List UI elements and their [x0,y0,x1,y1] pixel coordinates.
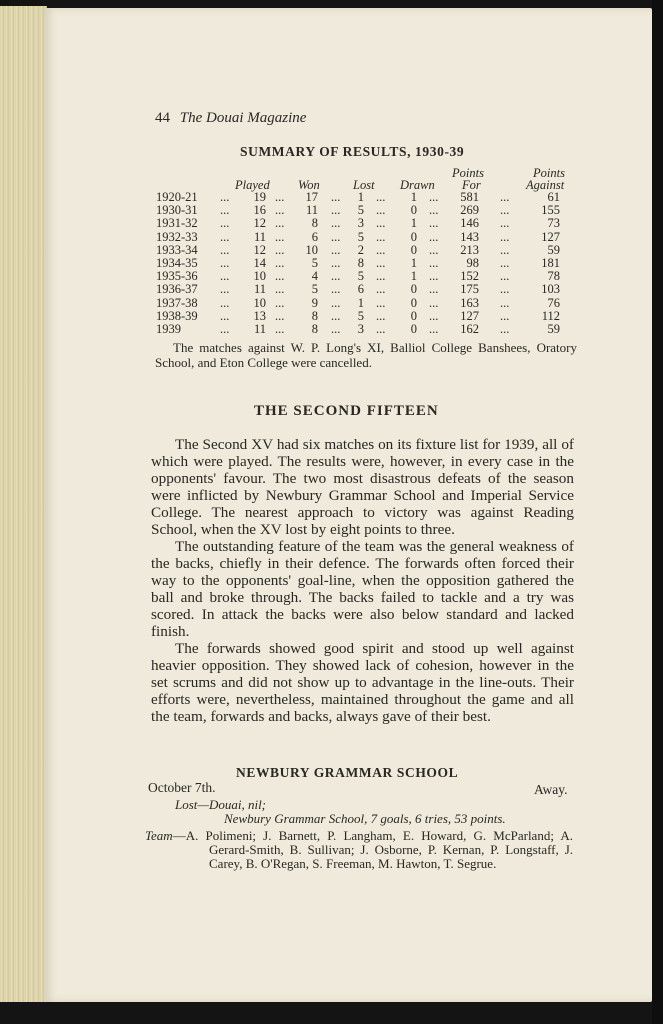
summary-row [156,230,576,243]
row-lost: 3 [357,322,364,336]
row-points-for: 146 [460,216,479,231]
row-points-against: 61 [547,190,560,204]
match-title: NEWBURY GRAMMAR SCHOOL [236,765,459,780]
leader-dots: ... [331,229,341,244]
leader-dots: ... [275,229,285,244]
leader-dots: ... [331,295,341,310]
header-points-against: Against [526,178,565,192]
row-points-for: 152 [460,269,479,284]
row-year: 1938-39 [156,308,198,323]
summary-row [156,190,576,203]
row-year: 1934-35 [156,256,198,270]
row-won: 6 [311,229,318,244]
row-drawn: 1 [410,190,417,204]
row-drawn: 1 [410,269,417,284]
header-points-top-2: Points [533,166,565,180]
row-lost: 5 [357,308,364,323]
leader-dots: ... [376,269,386,284]
team-label: Team [145,828,173,843]
leader-dots: ... [429,242,439,257]
leader-dots: ... [376,242,386,257]
leader-dots: ... [275,282,285,297]
row-lost: 5 [357,229,364,244]
row-won: 9 [311,295,318,310]
leader-dots: ... [500,229,510,244]
row-lost: 8 [357,256,364,270]
row-year: 1930-31 [156,203,198,218]
row-year: 1939 [156,322,181,336]
leader-dots: ... [331,203,341,218]
row-lost: 1 [357,190,364,204]
leader-dots: ... [331,308,341,323]
row-points-against: 155 [541,203,560,218]
leader-dots: ... [500,256,510,270]
leader-dots: ... [500,322,510,336]
leader-dots: ... [376,203,386,218]
row-drawn: 0 [410,203,417,218]
row-points-for: 269 [460,203,479,218]
row-drawn: 1 [410,256,417,270]
row-played: 14 [253,256,266,270]
summary-row [156,322,576,335]
row-drawn: 0 [410,295,417,310]
row-played: 16 [253,203,266,218]
row-drawn: 0 [410,282,417,297]
leader-dots: ... [376,229,386,244]
row-points-for: 175 [460,282,479,297]
row-played: 10 [253,269,266,284]
page-number: 44 [155,110,170,126]
leader-dots: ... [429,229,439,244]
leader-dots: ... [500,190,510,204]
leader-dots: ... [220,203,230,218]
leader-dots: ... [220,322,230,336]
row-drawn: 1 [410,216,417,231]
header-lost: Lost [353,178,375,192]
row-points-against: 73 [547,216,560,231]
row-lost: 5 [357,203,364,218]
row-year: 1933-34 [156,242,198,257]
row-points-against: 76 [547,295,560,310]
leader-dots: ... [275,269,285,284]
row-drawn: 0 [410,242,417,257]
leader-dots: ... [500,282,510,297]
row-points-against: 59 [547,242,560,257]
cancelled-matches-note: The matches against W. P. Long's XI, Balliol College Banshees, Oratory School, and Eton College were cancelled. [155,340,577,370]
match-venue: Away. [534,782,568,797]
row-played: 10 [253,295,266,310]
row-won: 17 [305,190,318,204]
row-drawn: 0 [410,308,417,323]
leader-dots: ... [429,190,439,204]
paragraph-2: The outstanding feature of the team was the general weakness of the backs, chiefly in their defence. The forwards often forced their way to the opponents' goal-line, when the opposition gathered the ball and broke through. The backs failed to tackle and a try was scored. In attack the backs were also below standard and lacked finish. [151,538,574,640]
summary-row [156,203,576,216]
team-names: —A. Polimeni; J. Barnett, P. Langham, E. Howard, G. McParland; A. Gerard-Smith, B. Sullivan; J. Osborne, P. Kernan, P. Longstaff, J. Carey, B. O'Regan, S. Freeman, M. Hawton, T. Segrue. [172,828,573,871]
running-head [155,110,306,127]
summary-row [156,296,576,309]
summary-row [156,309,576,322]
leader-dots: ... [220,216,230,231]
leader-dots: ... [275,322,285,336]
leader-dots: ... [500,242,510,257]
summary-row [156,216,576,229]
leader-dots: ... [376,282,386,297]
row-points-against: 127 [541,229,560,244]
leader-dots: ... [331,216,341,231]
header-drawn: Drawn [400,178,435,192]
leader-dots: ... [500,203,510,218]
team-list [145,829,573,871]
leader-dots: ... [500,295,510,310]
row-lost: 3 [357,216,364,231]
leader-dots: ... [376,190,386,204]
row-lost: 6 [357,282,364,297]
row-played: 19 [253,190,266,204]
header-points-for: For [462,178,481,192]
leader-dots: ... [331,322,341,336]
header-won: Won [298,178,320,192]
row-year: 1937-38 [156,295,198,310]
row-played: 13 [253,308,266,323]
row-won: 4 [311,269,318,284]
row-points-against: 112 [541,308,560,323]
row-drawn: 0 [410,229,417,244]
leader-dots: ... [429,322,439,336]
leader-dots: ... [429,216,439,231]
leader-dots: ... [331,269,341,284]
header-points-top: Points [452,166,484,180]
leader-dots: ... [275,242,285,257]
header-played: Played [235,178,270,192]
leader-dots: ... [275,308,285,323]
body-paragraphs [151,436,574,725]
leader-dots: ... [331,190,341,204]
summary-row [156,256,576,269]
row-points-for: 581 [460,190,479,204]
match-result-line-1: Lost—Douai, nil; [175,797,267,812]
row-won: 8 [311,308,318,323]
leader-dots: ... [429,269,439,284]
summary-row [156,243,576,256]
leader-dots: ... [220,308,230,323]
leader-dots: ... [275,203,285,218]
match-date: October 7th. [148,780,216,795]
leader-dots: ... [275,256,285,270]
leader-dots: ... [220,256,230,270]
book-spine-shadow [652,0,663,1024]
row-points-for: 213 [460,242,479,257]
row-points-for: 127 [460,308,479,323]
row-played: 12 [253,216,266,231]
row-won: 8 [311,322,318,336]
row-played: 11 [253,282,266,297]
row-points-against: 78 [547,269,560,284]
row-year: 1931-32 [156,216,198,231]
leader-dots: ... [376,308,386,323]
leader-dots: ... [331,256,341,270]
leader-dots: ... [429,256,439,270]
row-points-against: 181 [541,256,560,270]
summary-row [156,269,576,282]
leader-dots: ... [220,229,230,244]
match-result-line-2: Newbury Grammar School, 7 goals, 6 tries, 53 points. [224,811,506,826]
row-drawn: 0 [410,322,417,336]
row-won: 8 [311,216,318,231]
leader-dots: ... [500,269,510,284]
leader-dots: ... [376,322,386,336]
leader-dots: ... [220,295,230,310]
row-won: 5 [311,282,318,297]
leader-dots: ... [429,282,439,297]
leader-dots: ... [500,308,510,323]
leader-dots: ... [429,308,439,323]
leader-dots: ... [331,282,341,297]
leader-dots: ... [220,190,230,204]
row-lost: 1 [357,295,364,310]
row-played: 11 [253,229,266,244]
leader-dots: ... [275,295,285,310]
row-year: 1932-33 [156,229,198,244]
row-year: 1920-21 [156,190,198,204]
row-won: 10 [305,242,318,257]
row-points-against: 59 [547,322,560,336]
leader-dots: ... [376,216,386,231]
leader-dots: ... [331,242,341,257]
leader-dots: ... [220,269,230,284]
paragraph-1: The Second XV had six matches on its fixture list for 1939, all of which were played. The results were, however, in every case in the opponents' favour. The two most disastrous defeats of the season were inflicted by Newbury Grammar School and Imperial Service College. The nearest approach to victory was against Reading School, when the XV lost by eight points to three. [151,436,574,538]
row-lost: 2 [357,242,364,257]
leader-dots: ... [376,256,386,270]
row-won: 5 [311,256,318,270]
leader-dots: ... [429,295,439,310]
section-title: THE SECOND FIFTEEN [254,403,439,419]
leader-dots: ... [220,242,230,257]
leader-dots: ... [429,203,439,218]
row-points-for: 143 [460,229,479,244]
row-played: 11 [253,322,266,336]
magazine-title: The Douai Magazine [179,110,307,126]
summary-row [156,282,576,295]
leader-dots: ... [275,216,285,231]
row-year: 1936-37 [156,282,198,297]
row-points-for: 162 [460,322,479,336]
leader-dots: ... [275,190,285,204]
row-points-against: 103 [541,282,560,297]
row-points-for: 98 [466,256,479,270]
summary-title: SUMMARY OF RESULTS, 1930-39 [240,144,465,159]
row-won: 11 [305,203,318,218]
leader-dots: ... [376,295,386,310]
paragraph-3: The forwards showed good spirit and stood up well against heavier opposition. They showed lack of cohesion, however in the set scrums and did not show up to advantage in the line-outs. Their efforts were, nevertheless, maintained throughout the game and all the team, forwards and backs, always gave of their best. [151,640,574,725]
leader-dots: ... [220,282,230,297]
row-year: 1935-36 [156,269,198,284]
leader-dots: ... [500,216,510,231]
book-page-edges [0,6,47,1002]
row-points-for: 163 [460,295,479,310]
row-played: 12 [253,242,266,257]
row-lost: 5 [357,269,364,284]
